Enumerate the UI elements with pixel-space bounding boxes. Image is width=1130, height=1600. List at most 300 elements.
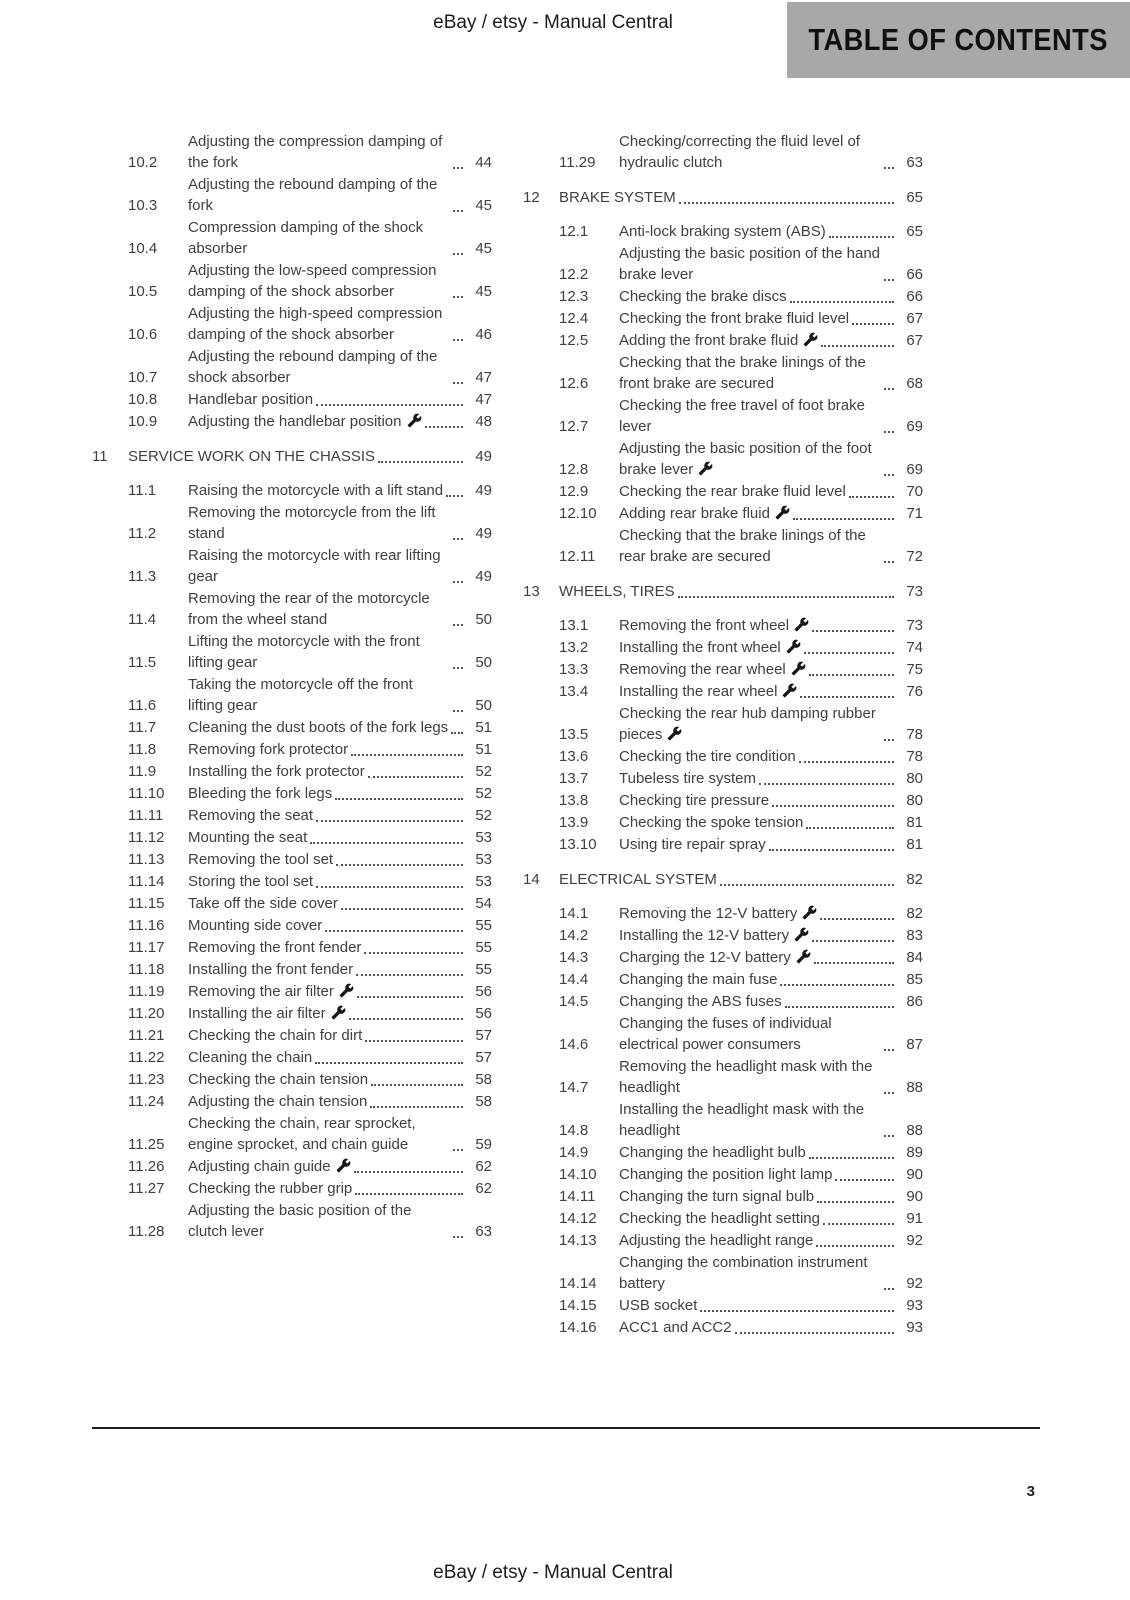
dot-leader bbox=[800, 696, 894, 698]
entry-page: 47 bbox=[475, 391, 492, 408]
entry-title bbox=[188, 739, 348, 760]
entry-title-text: Installing the air filter bbox=[188, 1005, 326, 1022]
toc-entry-row bbox=[523, 525, 923, 567]
footer-divider bbox=[92, 1427, 1040, 1429]
entry-title-text: Handlebar position bbox=[188, 391, 314, 408]
entry-title-text: Changing the combination instrument battery bbox=[619, 1254, 868, 1292]
dot-leader bbox=[780, 984, 894, 986]
entry-page: 58 bbox=[475, 1093, 492, 1110]
entry-number: 11.27 bbox=[128, 1180, 165, 1197]
dot-leader bbox=[821, 345, 894, 347]
dot-leader bbox=[453, 667, 463, 669]
entry-title bbox=[188, 674, 450, 716]
entry-number: 13.3 bbox=[559, 661, 589, 678]
toc-entry-row bbox=[92, 346, 492, 388]
wrench-icon bbox=[667, 726, 682, 741]
toc-column-left bbox=[92, 131, 492, 1339]
toc-entry-row bbox=[92, 303, 492, 345]
entry-page: 45 bbox=[475, 283, 492, 300]
dot-leader bbox=[453, 382, 463, 384]
entry-title bbox=[619, 991, 782, 1012]
entry-title bbox=[619, 746, 796, 767]
entry-number: 14 bbox=[523, 871, 540, 888]
entry-page: 52 bbox=[475, 807, 492, 824]
entry-number: 12.7 bbox=[559, 418, 589, 435]
dot-leader bbox=[884, 167, 894, 169]
toc-entry-row bbox=[92, 502, 492, 544]
dot-leader bbox=[316, 820, 463, 822]
entry-title-text: Mounting the seat bbox=[188, 829, 308, 846]
entry-page: 76 bbox=[906, 683, 923, 700]
toc-entry-row bbox=[523, 1208, 923, 1229]
entry-page: 75 bbox=[906, 661, 923, 678]
entry-page: 58 bbox=[475, 1071, 492, 1088]
entry-title-text: Removing the front wheel bbox=[619, 617, 790, 634]
entry-title-text: Lifting the motorcycle with the front lifting gear bbox=[188, 633, 420, 671]
entry-page: 68 bbox=[906, 375, 923, 392]
entry-number: 13.4 bbox=[559, 683, 589, 700]
entry-number: 10.4 bbox=[128, 240, 158, 257]
dot-leader bbox=[812, 630, 894, 632]
entry-title-text: Checking that the brake linings of the front brake are secured bbox=[619, 354, 866, 392]
entry-title-text: Charging the 12-V battery bbox=[619, 949, 791, 966]
entry-title bbox=[188, 480, 443, 501]
entry-title-text: Changing the fuses of individual electrical power consumers bbox=[619, 1015, 832, 1053]
entry-number: 14.2 bbox=[559, 927, 589, 944]
toc-entry-row bbox=[92, 761, 492, 782]
entry-title-text: Changing the turn signal bulb bbox=[619, 1188, 815, 1205]
entry-title bbox=[188, 761, 365, 782]
entry-number: 11.26 bbox=[128, 1158, 165, 1175]
dot-leader bbox=[316, 886, 463, 888]
entry-title bbox=[619, 1056, 881, 1098]
entry-number: 10.9 bbox=[128, 413, 158, 430]
toc-entry-row bbox=[92, 545, 492, 587]
entry-title bbox=[188, 588, 450, 630]
entry-number: 11.28 bbox=[128, 1223, 165, 1240]
entry-number: 10.2 bbox=[128, 154, 158, 171]
dot-leader bbox=[364, 952, 463, 954]
toc-entry-row bbox=[523, 790, 923, 811]
toc-entry-row bbox=[523, 330, 923, 351]
dot-leader bbox=[453, 581, 463, 583]
entry-title-text: Checking the rubber grip bbox=[188, 1180, 353, 1197]
entry-title bbox=[188, 915, 322, 936]
toc-entry-row bbox=[523, 925, 923, 946]
dot-leader bbox=[316, 404, 463, 406]
dot-leader bbox=[812, 940, 894, 942]
entry-title bbox=[188, 502, 450, 544]
entry-title bbox=[188, 981, 354, 1002]
toc-entry-row bbox=[92, 1047, 492, 1068]
entry-number: 12.2 bbox=[559, 266, 589, 283]
toc-entry-row bbox=[523, 308, 923, 329]
entry-title bbox=[619, 969, 777, 990]
toc-section-row bbox=[523, 869, 923, 890]
entry-title bbox=[188, 1047, 312, 1068]
entry-number: 14.12 bbox=[559, 1210, 597, 1227]
entry-page: 52 bbox=[475, 785, 492, 802]
entry-title bbox=[619, 286, 787, 307]
entry-title-text: SERVICE WORK ON THE CHASSIS bbox=[128, 448, 375, 465]
entry-page: 80 bbox=[906, 792, 923, 809]
entry-page: 65 bbox=[906, 223, 923, 240]
dot-leader bbox=[785, 1006, 894, 1008]
entry-title-text: ELECTRICAL SYSTEM bbox=[559, 871, 717, 888]
entry-page: 78 bbox=[906, 726, 923, 743]
entry-number: 11.11 bbox=[128, 807, 164, 824]
toc-entry-row bbox=[92, 1069, 492, 1090]
entry-page: 85 bbox=[906, 971, 923, 988]
dot-leader bbox=[453, 296, 463, 298]
entry-number: 13.1 bbox=[559, 617, 589, 634]
toc-entry-row bbox=[92, 131, 492, 173]
entry-page: 71 bbox=[906, 505, 923, 522]
entry-title bbox=[619, 1142, 806, 1163]
entry-title bbox=[619, 221, 826, 242]
entry-number: 11.17 bbox=[128, 939, 165, 956]
entry-title bbox=[619, 1252, 881, 1294]
entry-title-text: Removing the 12-V battery bbox=[619, 905, 798, 922]
dot-leader bbox=[315, 1062, 463, 1064]
entry-page: 52 bbox=[475, 763, 492, 780]
entry-page: 49 bbox=[475, 482, 492, 499]
entry-title-text: Mounting side cover bbox=[188, 917, 323, 934]
footer-title: eBay / etsy - Manual Central bbox=[433, 1562, 673, 1583]
dot-leader bbox=[769, 849, 894, 851]
entry-number: 14.10 bbox=[559, 1166, 597, 1183]
entry-title-text: BRAKE SYSTEM bbox=[559, 189, 676, 206]
toc-entry-row bbox=[523, 1252, 923, 1294]
entry-title-text: Installing the rear wheel bbox=[619, 683, 778, 700]
toc-entry-row bbox=[523, 481, 923, 502]
entry-title-text: Cleaning the chain bbox=[188, 1049, 313, 1066]
entry-title-text: Checking the rear hub damping rubber pieces bbox=[619, 705, 876, 743]
entry-title bbox=[619, 131, 881, 173]
entry-title bbox=[188, 893, 338, 914]
toc-entry-row bbox=[523, 768, 923, 789]
entry-number: 13.9 bbox=[559, 814, 589, 831]
toc-entry-row bbox=[92, 1200, 492, 1242]
entry-number: 11.1 bbox=[128, 482, 157, 499]
dot-leader bbox=[453, 339, 463, 341]
entry-number: 12.1 bbox=[559, 223, 589, 240]
entry-page: 50 bbox=[475, 654, 492, 671]
entry-title bbox=[619, 525, 881, 567]
entry-title-text: Adjusting the rebound damping of the shock absorber bbox=[188, 348, 438, 386]
dot-leader bbox=[799, 761, 894, 763]
entry-title-text: Raising the motorcycle with a lift stand bbox=[188, 482, 444, 499]
toc-entry-row bbox=[92, 871, 492, 892]
toc-entry-row bbox=[523, 503, 923, 524]
entry-title bbox=[188, 1113, 450, 1155]
entry-page: 78 bbox=[906, 748, 923, 765]
entry-number: 13 bbox=[523, 583, 540, 600]
entry-number: 13.10 bbox=[559, 836, 597, 853]
entry-title bbox=[619, 243, 881, 285]
entry-page: 87 bbox=[906, 1036, 923, 1053]
entry-number: 11 bbox=[92, 448, 108, 465]
entry-title bbox=[619, 438, 881, 480]
entry-title bbox=[188, 545, 450, 587]
dot-leader bbox=[336, 864, 463, 866]
dot-leader bbox=[884, 474, 894, 476]
toc-entry-row bbox=[523, 703, 923, 745]
dot-leader bbox=[823, 1223, 894, 1225]
entry-title-text: Installing the 12-V battery bbox=[619, 927, 790, 944]
toc-entry-row bbox=[92, 717, 492, 738]
entry-title bbox=[619, 812, 803, 833]
entry-title-text: Adjusting the compression damping of the fork bbox=[188, 133, 443, 171]
dot-leader bbox=[341, 908, 463, 910]
toc-entry-row bbox=[523, 637, 923, 658]
entry-page: 50 bbox=[475, 611, 492, 628]
entry-page: 65 bbox=[906, 189, 923, 206]
entry-title bbox=[619, 615, 809, 636]
toc-column-right bbox=[523, 131, 923, 1339]
toc-entry-row bbox=[92, 739, 492, 760]
entry-number: 12.4 bbox=[559, 310, 589, 327]
dot-leader bbox=[852, 323, 894, 325]
wrench-icon bbox=[794, 617, 809, 632]
entry-title-text: Compression damping of the shock absorber bbox=[188, 219, 424, 257]
entry-title-text: Adjusting the headlight range bbox=[619, 1232, 814, 1249]
entry-number: 12.6 bbox=[559, 375, 589, 392]
toc-section-row bbox=[92, 446, 492, 467]
dot-leader bbox=[679, 202, 894, 204]
entry-page: 93 bbox=[906, 1297, 923, 1314]
entry-number: 13.7 bbox=[559, 770, 589, 787]
entry-title bbox=[188, 631, 450, 673]
entry-title bbox=[619, 834, 766, 855]
dot-leader bbox=[453, 1149, 463, 1151]
toc-entry-row bbox=[523, 1186, 923, 1207]
entry-page: 49 bbox=[475, 525, 492, 542]
entry-title bbox=[619, 947, 811, 968]
entry-number: 11.23 bbox=[128, 1071, 165, 1088]
entry-page: 81 bbox=[906, 814, 923, 831]
wrench-icon bbox=[782, 683, 797, 698]
entry-number: 11.9 bbox=[128, 763, 157, 780]
toc-entry-row bbox=[92, 1178, 492, 1199]
toc-entry-row bbox=[523, 991, 923, 1012]
toc-entry-row bbox=[92, 1025, 492, 1046]
toc-entry-row bbox=[92, 893, 492, 914]
entry-title-text: Checking the free travel of foot brake lever bbox=[619, 397, 865, 435]
entry-number: 14.4 bbox=[559, 971, 589, 988]
entry-number: 12.5 bbox=[559, 332, 589, 349]
toc-entry-row bbox=[92, 827, 492, 848]
entry-title-text: Checking the chain, rear sprocket, engine sprocket, and chain guide bbox=[188, 1115, 416, 1153]
entry-number: 13.6 bbox=[559, 748, 589, 765]
entry-number: 13.8 bbox=[559, 792, 589, 809]
entry-title bbox=[619, 352, 881, 394]
dot-leader bbox=[354, 1171, 463, 1173]
toc-entry-row bbox=[523, 812, 923, 833]
wrench-icon bbox=[336, 1158, 351, 1173]
entry-title-text: Take off the side cover bbox=[188, 895, 338, 912]
entry-page: 92 bbox=[906, 1232, 923, 1249]
banner-label: TABLE OF CONTENTS bbox=[808, 22, 1109, 57]
entry-page: 50 bbox=[475, 697, 492, 714]
entry-page: 54 bbox=[475, 895, 492, 912]
dot-leader bbox=[356, 974, 463, 976]
entry-number: 10.7 bbox=[128, 369, 158, 386]
toc-entry-row bbox=[92, 1003, 492, 1024]
entry-title-text: WHEELS, TIRES bbox=[559, 583, 675, 600]
entry-number: 10.8 bbox=[128, 391, 158, 408]
toc-entry-row bbox=[523, 1230, 923, 1251]
entry-number: 11.22 bbox=[128, 1049, 165, 1066]
toc-entry-row bbox=[523, 834, 923, 855]
dot-leader bbox=[325, 930, 463, 932]
entry-title bbox=[619, 481, 846, 502]
entry-page: 57 bbox=[475, 1049, 492, 1066]
entry-number: 11.20 bbox=[128, 1005, 165, 1022]
dot-leader bbox=[371, 1084, 463, 1086]
toc-entry-row bbox=[92, 217, 492, 259]
entry-title bbox=[619, 681, 797, 702]
entry-title-text: Taking the motorcycle off the front lifting gear bbox=[188, 676, 413, 714]
entry-title bbox=[188, 717, 448, 738]
entry-number: 11.29 bbox=[559, 154, 596, 171]
entry-title-text: Removing fork protector bbox=[188, 741, 349, 758]
entry-page: 86 bbox=[906, 993, 923, 1010]
toc-entry-row bbox=[523, 243, 923, 285]
entry-title-text: Checking the rear brake fluid level bbox=[619, 483, 846, 500]
entry-page: 44 bbox=[475, 154, 492, 171]
toc-entry-row bbox=[92, 915, 492, 936]
toc-entry-row bbox=[92, 631, 492, 673]
dot-leader bbox=[806, 827, 894, 829]
entry-title-text: Adjusting the chain tension bbox=[188, 1093, 368, 1110]
entry-title bbox=[619, 637, 801, 658]
entry-title-text: Removing the front fender bbox=[188, 939, 362, 956]
entry-title bbox=[188, 346, 450, 388]
entry-number: 14.3 bbox=[559, 949, 589, 966]
entry-title-text: Checking the spoke tension bbox=[619, 814, 804, 831]
toc-entry-row bbox=[92, 674, 492, 716]
entry-number: 11.16 bbox=[128, 917, 165, 934]
entry-page: 51 bbox=[475, 741, 492, 758]
dot-leader bbox=[349, 1018, 463, 1020]
entry-title bbox=[619, 790, 769, 811]
entry-title bbox=[188, 783, 332, 804]
entry-number: 11.24 bbox=[128, 1093, 165, 1110]
entry-page: 56 bbox=[475, 1005, 492, 1022]
dot-leader bbox=[310, 842, 463, 844]
entry-title bbox=[188, 411, 422, 432]
entry-title bbox=[619, 1208, 820, 1229]
entry-title bbox=[188, 849, 333, 870]
dot-leader bbox=[365, 1040, 463, 1042]
dot-leader bbox=[351, 754, 463, 756]
toc-entry-row bbox=[523, 659, 923, 680]
entry-page: 53 bbox=[475, 829, 492, 846]
toc-entry-row bbox=[523, 352, 923, 394]
entry-title-text: Checking the front brake fluid level bbox=[619, 310, 850, 327]
entry-page: 69 bbox=[906, 461, 923, 478]
entry-page: 51 bbox=[475, 719, 492, 736]
entry-page: 74 bbox=[906, 639, 923, 656]
dot-leader bbox=[790, 301, 894, 303]
entry-title bbox=[188, 389, 313, 410]
entry-page: 82 bbox=[906, 905, 923, 922]
entry-number: 11.21 bbox=[128, 1027, 165, 1044]
entry-title bbox=[619, 903, 817, 924]
entry-title bbox=[188, 131, 450, 173]
entry-page: 73 bbox=[906, 583, 923, 600]
entry-number: 12.11 bbox=[559, 548, 596, 565]
entry-page: 63 bbox=[475, 1223, 492, 1240]
entry-title bbox=[188, 174, 450, 216]
dot-leader bbox=[453, 167, 463, 169]
entry-page: 53 bbox=[475, 851, 492, 868]
entry-page: 55 bbox=[475, 961, 492, 978]
wrench-icon bbox=[794, 927, 809, 942]
entry-page: 69 bbox=[906, 418, 923, 435]
dot-leader bbox=[357, 996, 463, 998]
toc-section-row bbox=[523, 187, 923, 208]
wrench-icon bbox=[796, 949, 811, 964]
entry-title-text: Changing the main fuse bbox=[619, 971, 778, 988]
entry-title-text: Removing the air filter bbox=[188, 983, 334, 1000]
wrench-icon bbox=[331, 1005, 346, 1020]
dot-leader bbox=[884, 739, 894, 741]
entry-page: 80 bbox=[906, 770, 923, 787]
entry-number: 11.14 bbox=[128, 873, 165, 890]
entry-title bbox=[619, 1295, 697, 1316]
entry-title-text: Cleaning the dust boots of the fork legs bbox=[188, 719, 449, 736]
toc-entry-row bbox=[523, 681, 923, 702]
entry-title bbox=[619, 659, 806, 680]
toc-entry-row bbox=[523, 1317, 923, 1338]
entry-title bbox=[188, 827, 307, 848]
toc-entry-row bbox=[523, 1099, 923, 1141]
entry-page: 45 bbox=[475, 197, 492, 214]
entry-page: 83 bbox=[906, 927, 923, 944]
entry-number: 11.15 bbox=[128, 895, 165, 912]
entry-number: 11.25 bbox=[128, 1136, 165, 1153]
toc-entry-row bbox=[523, 1056, 923, 1098]
entry-number: 11.7 bbox=[128, 719, 157, 736]
toc-entry-row bbox=[523, 947, 923, 968]
entry-title-text: Changing the ABS fuses bbox=[619, 993, 782, 1010]
dot-leader bbox=[804, 652, 894, 654]
toc-entry-row bbox=[92, 588, 492, 630]
entry-page: 49 bbox=[475, 448, 492, 465]
toc-entry-row bbox=[523, 903, 923, 924]
entry-number: 11.10 bbox=[128, 785, 165, 802]
toc-entry-row bbox=[523, 286, 923, 307]
toc-entry-row bbox=[523, 438, 923, 480]
entry-number: 11.3 bbox=[128, 568, 157, 585]
entry-page: 90 bbox=[906, 1166, 923, 1183]
entry-page: 92 bbox=[906, 1275, 923, 1292]
table-of-contents-banner bbox=[787, 2, 1130, 78]
wrench-icon bbox=[339, 983, 354, 998]
entry-title bbox=[188, 1003, 346, 1024]
entry-title-text: Checking the chain for dirt bbox=[188, 1027, 363, 1044]
entry-title-text: Anti-lock braking system (ABS) bbox=[619, 223, 826, 240]
dot-leader bbox=[453, 210, 463, 212]
entry-title-text: Installing the fork protector bbox=[188, 763, 365, 780]
entry-page: 59 bbox=[475, 1136, 492, 1153]
dot-leader bbox=[678, 596, 894, 598]
entry-number: 14.9 bbox=[559, 1144, 589, 1161]
entry-title-text: Tubeless tire system bbox=[619, 770, 756, 787]
dot-leader bbox=[759, 783, 894, 785]
